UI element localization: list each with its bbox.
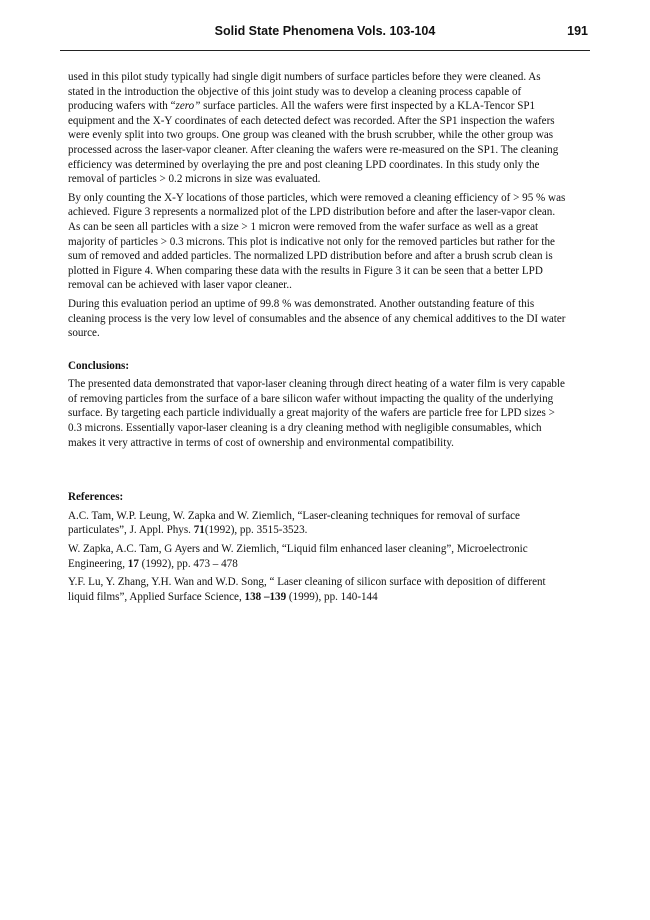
conclusions-paragraph: The presented data demonstrated that vapor-laser cleaning through direct heating of a water film is very capable of removing particles from the surface of a bare silicon wafer without impacting the quality of the underlying surface. By targeting each particle individually a great majority of the wafers are particle free for LPD sizes > 0.3 microns. Essentially vapor-laser cleaning is a dry cleaning method with negligible consumables, which makes it very attractive in terms of cost of ownership and environmental compatibility.: [68, 378, 565, 449]
references-heading: References:: [68, 491, 124, 504]
reference-text: Y.F. Lu, Y. Zhang, Y.H. Wan and W.D. Song, “ Laser cleaning of silicon surface with deposition of different liquid films”, Applied Surface Science,: [68, 576, 546, 603]
page-number: 191: [567, 24, 588, 38]
reference-item: [68, 509, 568, 538]
section-spacer: [68, 454, 568, 490]
zero-emphasis: zero”: [175, 100, 201, 113]
conclusions-heading: Conclusions:: [68, 359, 130, 372]
reference-volume: 138 –139: [244, 590, 287, 603]
section-spacer: [68, 345, 568, 359]
journal-title: Solid State Phenomena Vols. 103-104: [214, 24, 436, 38]
body-paragraph-1: [68, 70, 568, 187]
reference-item: [68, 542, 568, 571]
body-paragraph-3: During this evaluation period an uptime of 99.8 % was demonstrated. Another outstanding feature of this cleaning process is the very low level of consumables and the absence of any chemical additives to the DI water source.: [68, 297, 566, 340]
reference-pages: (1992), pp. 3515-3523.: [204, 524, 308, 537]
body-paragraph-2: By only counting the X-Y locations of those particles, which were removed a cleaning efficiency of > 95 % was achieved. Figure 3 represents a normalized plot of the LPD distribution before and after the laser-vapor clean. As can be seen all particles with a size > 1 micron were removed from the wafer surface as well as a great majority of particles > 0.3 microns. This plot is indicative not only for the removed particles but rather for the sum of removed and added particles. The normalized LPD distribution before and after a brush scrub clean is plotted in Figure 4. When comparing these data with the results in Figure 3 it can be seen that a better LPD removal can be achieved with laser vapor cleaner..: [68, 191, 566, 292]
body-paragraph-1-part-a: used in this pilot study typically had single digit numbers of surface particles before they were cleaned. As stated in the introduction the objective of this joint study was to develop a cleaning process capable of producing wafers with “: [68, 71, 541, 113]
reference-pages: (1992), pp. 473 – 478: [138, 557, 238, 570]
page-header: [60, 24, 590, 51]
reference-text: A.C. Tam, W.P. Leung, W. Zapka and W. Ziemlich, “Laser-cleaning techniques for removal of surface particulates”, J. Appl. Phys.: [68, 509, 520, 537]
reference-volume: 17: [127, 557, 139, 570]
reference-volume: 71: [193, 524, 205, 537]
body-paragraph-1-part-b: surface particles. All the wafers were first inspected by a KLA-Tencor SP1 equipment and the X-Y coordinates of each detected defect was recorded. After the SP1 inspection the wafers were evenly split into two groups. One group was cleaned with the brush scrubber, while the other group was processed across the laser-vapor cleaner. After cleaning the wafers were re-measured on the SP1. The cleaning efficiency was determined by overlaying the pre and post cleaning LPD coordinates. In this study only the removal of particles > 0.2 microns in size was evaluated.: [68, 100, 559, 186]
reference-item: [68, 575, 568, 604]
reference-text: W. Zapka, A.C. Tam, G Ayers and W. Ziemlich, “Liquid film enhanced laser cleaning”, Microelectronic Engineering,: [68, 543, 528, 570]
page-content: [68, 70, 568, 608]
reference-pages: (1999), pp. 140-144: [286, 590, 378, 603]
